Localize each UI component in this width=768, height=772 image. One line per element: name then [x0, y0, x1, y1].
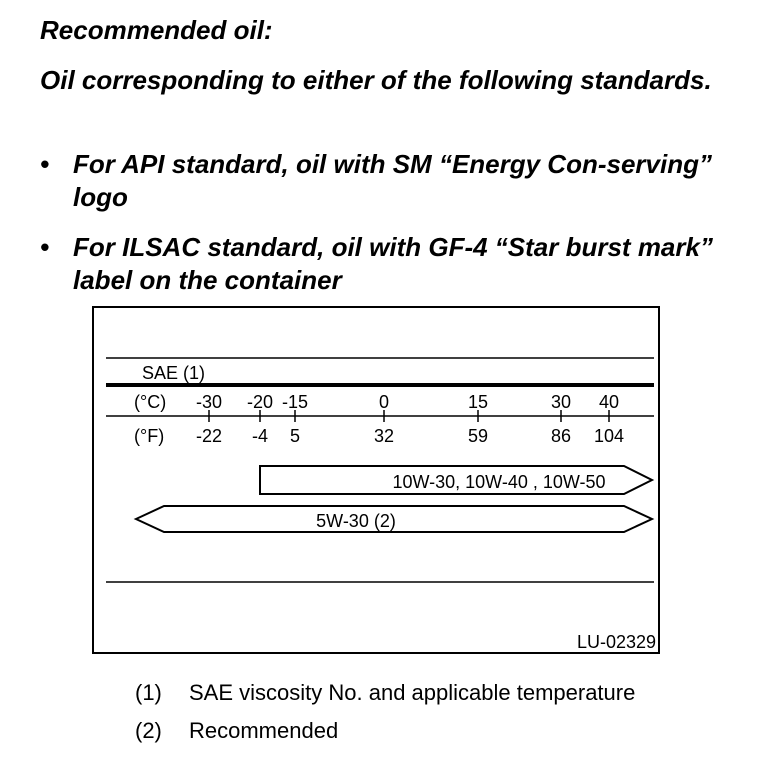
bullet-text-ilsac: For ILSAC standard, oil with GF-4 “Star burst mark” label on the container	[73, 232, 713, 295]
band-label: 5W-30 (2)	[316, 511, 396, 531]
celsius-tick-label: -30	[195, 392, 223, 412]
fahrenheit-tick-label: -22	[195, 426, 223, 446]
viscosity-chart-figure	[92, 306, 660, 654]
celsius-tick-label: -15	[281, 392, 309, 412]
fahrenheit-tick-label: 104	[593, 426, 625, 446]
celsius-unit-label: (°C)	[134, 392, 167, 412]
celsius-tick-label: -20	[246, 392, 274, 412]
fahrenheit-tick-label: 32	[373, 426, 395, 446]
fahrenheit-tick-label: 59	[467, 426, 489, 446]
bullet-dot: •	[40, 149, 50, 179]
celsius-tick-label: 0	[378, 392, 390, 412]
tick-marks	[196, 392, 624, 446]
footnote-text: Recommended	[189, 718, 339, 743]
intro-text: Oil corresponding to either of the following standards.	[40, 65, 712, 95]
figure-code: LU-02329	[576, 632, 656, 652]
sae-label: SAE (1)	[142, 363, 206, 383]
fahrenheit-tick-label: -4	[251, 426, 269, 446]
bullet-text-api: For API standard, oil with SM “Energy Con-serving” logo	[73, 149, 712, 212]
footnote-number: (2)	[135, 718, 162, 743]
celsius-tick-label: 40	[598, 392, 620, 412]
celsius-tick-label: 15	[467, 392, 489, 412]
fahrenheit-unit-label: (°F)	[134, 426, 165, 446]
band-label: 10W-30, 10W-40 , 10W-50	[392, 472, 606, 492]
fahrenheit-tick-label: 5	[289, 426, 301, 446]
celsius-tick-label: 30	[550, 392, 572, 412]
bullet-dot: •	[40, 232, 50, 262]
footnote-text: SAE viscosity No. and applicable temperature	[189, 680, 636, 705]
heading-recommended-oil: Recommended oil:	[40, 15, 273, 45]
fahrenheit-tick-label: 86	[550, 426, 572, 446]
footnote-number: (1)	[135, 680, 162, 705]
viscosity-bands	[136, 466, 652, 532]
viscosity-chart	[94, 308, 658, 652]
